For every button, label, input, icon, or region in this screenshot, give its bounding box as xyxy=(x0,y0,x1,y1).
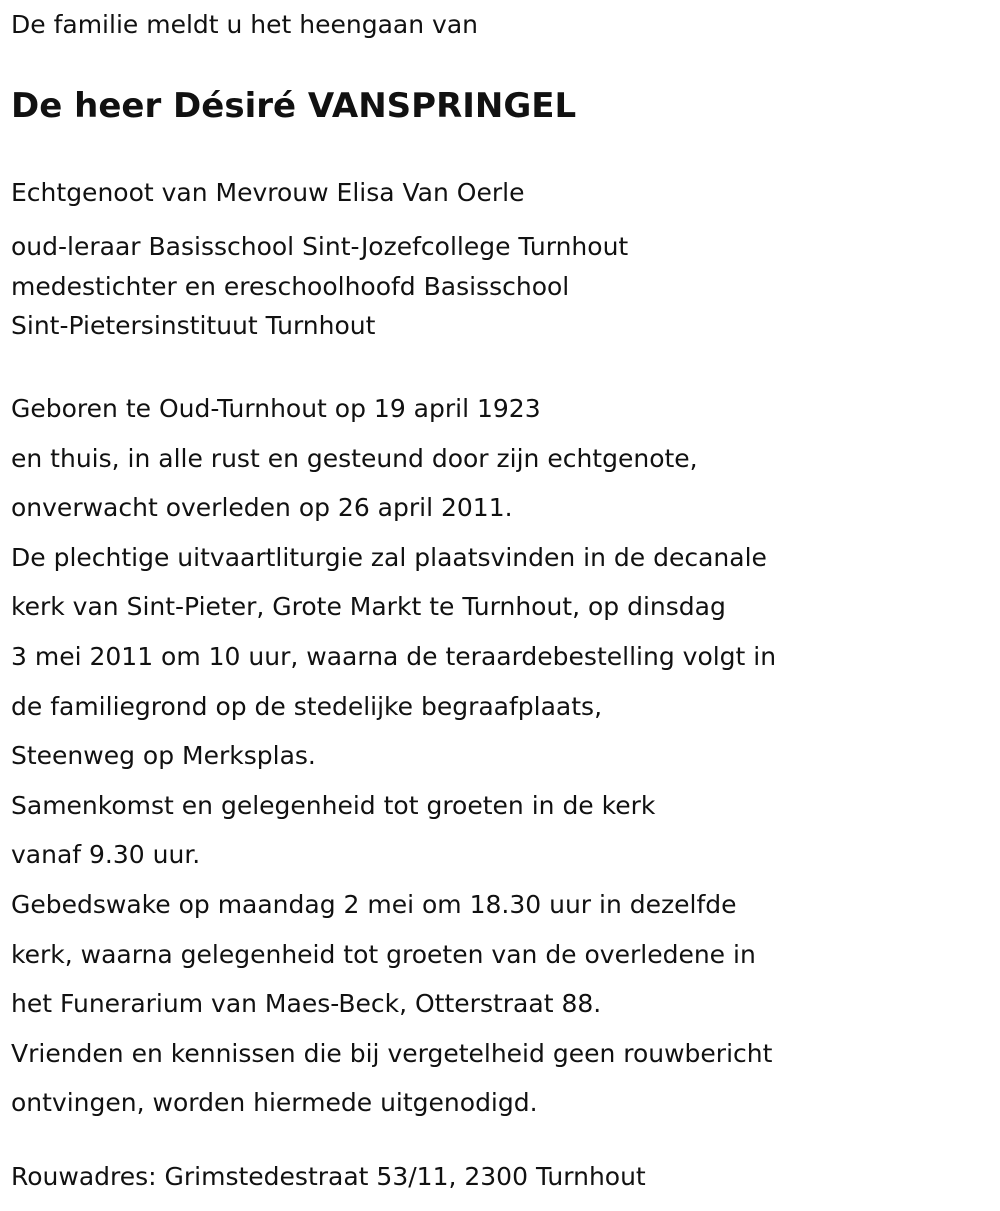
body-line: De plechtige uitvaartliturgie zal plaatsvinden in de decanale xyxy=(11,542,767,572)
career-block xyxy=(11,227,628,346)
body-line: Samenkomst en gelegenheid tot groeten in de kerk xyxy=(11,790,656,820)
career-line: Sint-Pietersinstituut Turnhout xyxy=(11,311,376,340)
body-line: vanaf 9.30 uur. xyxy=(11,840,201,870)
body-line: ontvingen, worden hiermede uitgenodigd. xyxy=(11,1088,538,1118)
body-line: Geboren te Oud-Turnhout op 19 april 1923 xyxy=(11,394,541,423)
body-line: en thuis, in alle rust en gesteund door zijn echtgenote, xyxy=(11,443,698,473)
mourning-address: Rouwadres: Grimstedestraat 53/11, 2300 Turnhout xyxy=(11,1162,646,1191)
body-line: de familiegrond op de stedelijke begraafplaats, xyxy=(11,691,603,721)
body-line: Vrienden en kennissen die bij vergetelheid geen rouwbericht xyxy=(11,1038,773,1068)
obituary-body xyxy=(11,384,776,1128)
intro-text: De familie meldt u het heengaan van xyxy=(11,10,478,39)
body-line: kerk van Sint-Pieter, Grote Markt te Turnhout, op dinsdag xyxy=(11,592,726,622)
body-line: onverwacht overleden op 26 april 2011. xyxy=(11,493,513,523)
body-line: Steenweg op Merksplas. xyxy=(11,741,316,771)
body-line: Gebedswake op maandag 2 mei om 18.30 uur in dezelfde xyxy=(11,889,737,919)
body-line: 3 mei 2011 om 10 uur, waarna de teraardebestelling volgt in xyxy=(11,641,777,671)
body-line: kerk, waarna gelegenheid tot groeten van de overledene in xyxy=(11,939,756,969)
deceased-name: De heer Désiré VANSPRINGEL xyxy=(11,86,577,126)
spouse-line: Echtgenoot van Mevrouw Elisa Van Oerle xyxy=(11,178,525,207)
career-line: medestichter en ereschoolhoofd Basisschool xyxy=(11,271,570,301)
body-line: het Funerarium van Maes-Beck, Otterstraat 88. xyxy=(11,989,602,1019)
career-line: oud-leraar Basisschool Sint-Jozefcollege Turnhout xyxy=(11,232,629,261)
